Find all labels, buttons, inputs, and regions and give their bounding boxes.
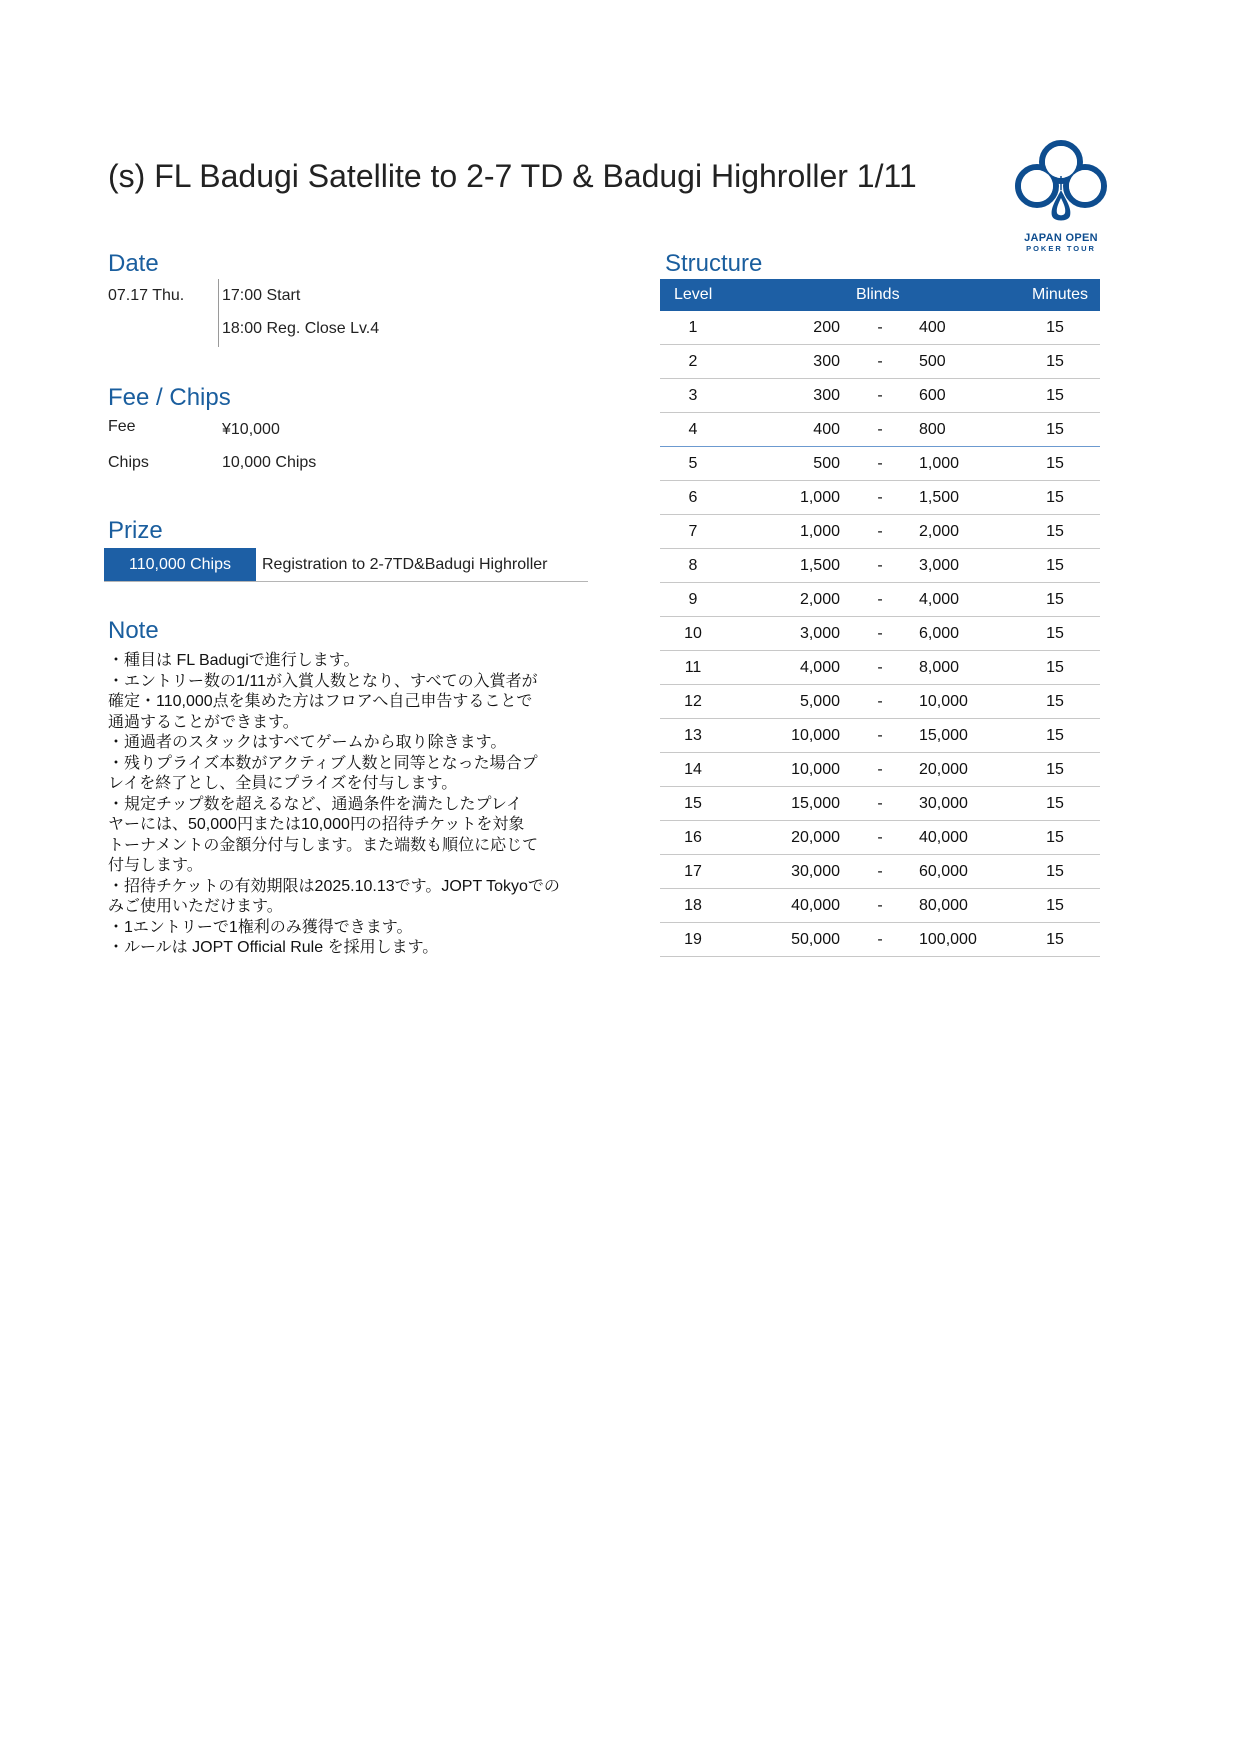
level-cell: 19 xyxy=(684,931,702,948)
level-cell: 5 xyxy=(688,455,698,472)
table-row xyxy=(660,855,1100,889)
blind-separator: - xyxy=(877,319,883,336)
small-blind-cell: 1,000 xyxy=(799,489,840,506)
small-blind-cell: 3,000 xyxy=(799,625,840,642)
small-blind-cell: 2,000 xyxy=(799,591,840,608)
level-cell: 7 xyxy=(688,523,698,540)
blind-separator: - xyxy=(877,557,883,574)
minutes-cell: 15 xyxy=(1046,353,1064,370)
blind-separator: - xyxy=(877,659,883,676)
blind-separator: - xyxy=(877,931,883,948)
table-row xyxy=(660,617,1100,651)
table-row xyxy=(660,787,1100,821)
date-reg-close: 18:00 Reg. Close Lv.4 xyxy=(222,320,380,337)
prize-heading: Prize xyxy=(108,517,163,544)
note-line: ・1エントリーで1権利のみ獲得できます。 xyxy=(108,918,413,936)
small-blind-cell: 300 xyxy=(813,353,840,370)
logo-line-1: JAPAN OPEN xyxy=(1024,232,1098,244)
minutes-cell: 15 xyxy=(1046,591,1064,608)
fee-value: ¥10,000 xyxy=(222,421,280,438)
note-line: みご使用いただけます。 xyxy=(108,898,283,915)
date-divider xyxy=(218,279,219,347)
minutes-cell: 15 xyxy=(1046,557,1064,574)
level-cell: 12 xyxy=(684,693,702,710)
note-line: トーナメントの金額分付与します。また端数も順位に応じて xyxy=(108,836,539,854)
level-cell: 14 xyxy=(684,761,702,778)
blind-separator: - xyxy=(877,761,883,778)
blind-separator: - xyxy=(877,489,883,506)
small-blind-cell: 400 xyxy=(813,421,840,438)
blind-separator: - xyxy=(877,421,883,438)
table-row xyxy=(660,651,1100,685)
table-row xyxy=(660,447,1100,481)
small-blind-cell: 30,000 xyxy=(791,863,840,880)
small-blind-cell: 15,000 xyxy=(791,795,840,812)
table-row xyxy=(660,345,1100,379)
column-header-minutes: Minutes xyxy=(1032,286,1089,303)
date-heading: Date xyxy=(108,250,159,277)
minutes-cell: 15 xyxy=(1046,795,1064,812)
big-blind-cell: 800 xyxy=(919,421,946,438)
minutes-cell: 15 xyxy=(1046,455,1064,472)
big-blind-cell: 30,000 xyxy=(919,795,968,812)
minutes-cell: 15 xyxy=(1046,489,1064,506)
level-cell: 17 xyxy=(684,863,702,880)
note-line: ・種目は FL Badugiで進行します。 xyxy=(108,652,360,669)
table-row xyxy=(660,311,1100,345)
big-blind-cell: 10,000 xyxy=(919,693,968,710)
blind-separator: - xyxy=(877,625,883,642)
minutes-cell: 15 xyxy=(1046,897,1064,914)
chips-value: 10,000 Chips xyxy=(222,454,317,471)
table-row xyxy=(660,413,1100,447)
note-line: ・ルールは JOPT Official Rule を採用します。 xyxy=(108,939,439,956)
blind-separator: - xyxy=(877,693,883,710)
level-cell: 2 xyxy=(688,353,698,370)
structure-table xyxy=(660,279,1100,957)
level-cell: 3 xyxy=(688,387,698,404)
minutes-cell: 15 xyxy=(1046,693,1064,710)
level-cell: 18 xyxy=(684,897,702,914)
structure-header-row xyxy=(660,279,1100,311)
table-row xyxy=(660,549,1100,583)
blind-separator: - xyxy=(877,387,883,404)
note-line: レイを終了とし、全員にプライズを付与します。 xyxy=(108,775,458,792)
minutes-cell: 15 xyxy=(1046,829,1064,846)
level-cell: 16 xyxy=(684,829,702,846)
small-blind-cell: 4,000 xyxy=(799,659,840,676)
minutes-cell: 15 xyxy=(1046,863,1064,880)
small-blind-cell: 20,000 xyxy=(791,829,840,846)
minutes-cell: 15 xyxy=(1046,421,1064,438)
small-blind-cell: 40,000 xyxy=(791,897,840,914)
jopt-logo xyxy=(1010,138,1112,254)
blind-separator: - xyxy=(877,897,883,914)
table-row xyxy=(660,379,1100,413)
table-row xyxy=(660,719,1100,753)
table-row xyxy=(660,685,1100,719)
big-blind-cell: 3,000 xyxy=(919,557,960,574)
minutes-cell: 15 xyxy=(1046,727,1064,744)
level-cell: 15 xyxy=(684,795,702,812)
level-cell: 6 xyxy=(688,489,698,506)
note-line: ・招待チケットの有効期限は2025.10.13です。JOPT Tokyoでの xyxy=(108,877,560,895)
note-line: ・規定チップ数を超えるなど、通過条件を満たしたプレイ xyxy=(108,795,523,813)
big-blind-cell: 8,000 xyxy=(919,659,960,676)
small-blind-cell: 1,000 xyxy=(799,523,840,540)
small-blind-cell: 5,000 xyxy=(799,693,840,710)
table-row xyxy=(660,583,1100,617)
blind-separator: - xyxy=(877,863,883,880)
note-line: 付与します。 xyxy=(108,857,203,874)
big-blind-cell: 1,000 xyxy=(919,455,960,472)
column-header-blinds: Blinds xyxy=(856,286,900,303)
big-blind-cell: 400 xyxy=(919,319,946,336)
blind-separator: - xyxy=(877,829,883,846)
big-blind-cell: 1,500 xyxy=(919,489,960,506)
minutes-cell: 15 xyxy=(1046,931,1064,948)
note-line: 確定・110,000点を集めた方はフロアへ自己申告することで xyxy=(108,693,533,710)
note-line: ・通過者のスタックはすべてゲームから取り除きます。 xyxy=(108,734,507,751)
big-blind-cell: 6,000 xyxy=(919,625,960,642)
date-day: 07.17 Thu. xyxy=(108,287,185,304)
minutes-cell: 15 xyxy=(1046,523,1064,540)
minutes-cell: 15 xyxy=(1046,387,1064,404)
note-line: ヤーには、50,000円または10,000円の招待チケットを対象 xyxy=(108,816,525,833)
note-line: 通過することができます。 xyxy=(108,713,299,731)
minutes-cell: 15 xyxy=(1046,319,1064,336)
fee-label: Fee xyxy=(108,418,136,435)
table-row xyxy=(660,481,1100,515)
prize-description: Registration to 2-7TD&Badugi Highroller xyxy=(262,556,548,573)
small-blind-cell: 10,000 xyxy=(791,727,840,744)
level-cell: 10 xyxy=(684,625,702,642)
minutes-cell: 15 xyxy=(1046,761,1064,778)
level-cell: 4 xyxy=(688,421,698,438)
level-cell: 13 xyxy=(684,727,702,744)
big-blind-cell: 500 xyxy=(919,353,946,370)
small-blind-cell: 300 xyxy=(813,387,840,404)
note-heading: Note xyxy=(108,617,159,644)
note-list xyxy=(108,651,588,959)
big-blind-cell: 80,000 xyxy=(919,897,968,914)
big-blind-cell: 4,000 xyxy=(919,591,960,608)
minutes-cell: 15 xyxy=(1046,625,1064,642)
big-blind-cell: 60,000 xyxy=(919,863,968,880)
club-logo-icon xyxy=(1010,138,1112,230)
table-row xyxy=(660,821,1100,855)
small-blind-cell: 1,500 xyxy=(799,557,840,574)
big-blind-cell: 20,000 xyxy=(919,761,968,778)
table-row xyxy=(660,753,1100,787)
big-blind-cell: 600 xyxy=(919,387,946,404)
prize-chips-badge: 110,000 Chips xyxy=(104,548,256,581)
small-blind-cell: 200 xyxy=(813,319,840,336)
level-cell: 9 xyxy=(688,591,698,608)
blind-separator: - xyxy=(877,795,883,812)
fee-chips-heading: Fee / Chips xyxy=(108,384,231,411)
level-cell: 11 xyxy=(684,659,702,676)
date-start: 17:00 Start xyxy=(222,287,301,304)
note-line: ・エントリー数の1/11が入賞人数となり、すべての入賞者が xyxy=(108,672,538,690)
blind-separator: - xyxy=(877,353,883,370)
big-blind-cell: 2,000 xyxy=(919,523,960,540)
note-line: ・残りプライズ本数がアクティブ人数と同等となった場合プ xyxy=(108,754,538,772)
table-row xyxy=(660,923,1100,957)
prize-row xyxy=(104,548,588,582)
minutes-cell: 15 xyxy=(1046,659,1064,676)
blind-separator: - xyxy=(877,523,883,540)
structure-heading: Structure xyxy=(665,250,763,277)
level-cell: 8 xyxy=(688,557,698,574)
big-blind-cell: 15,000 xyxy=(919,727,968,744)
big-blind-cell: 40,000 xyxy=(919,829,968,846)
table-row xyxy=(660,889,1100,923)
logo-line-2: POKER TOUR xyxy=(1026,244,1096,253)
big-blind-cell: 100,000 xyxy=(919,931,977,948)
small-blind-cell: 500 xyxy=(813,455,840,472)
page-title: (s) FL Badugi Satellite to 2-7 TD & Badugi Highroller 1/11 xyxy=(108,158,917,194)
column-header-level: Level xyxy=(674,286,713,303)
small-blind-cell: 10,000 xyxy=(791,761,840,778)
chips-label: Chips xyxy=(108,454,149,471)
blind-separator: - xyxy=(877,591,883,608)
small-blind-cell: 50,000 xyxy=(791,931,840,948)
level-cell: 1 xyxy=(688,319,698,336)
blind-separator: - xyxy=(877,727,883,744)
table-row xyxy=(660,515,1100,549)
blind-separator: - xyxy=(877,455,883,472)
